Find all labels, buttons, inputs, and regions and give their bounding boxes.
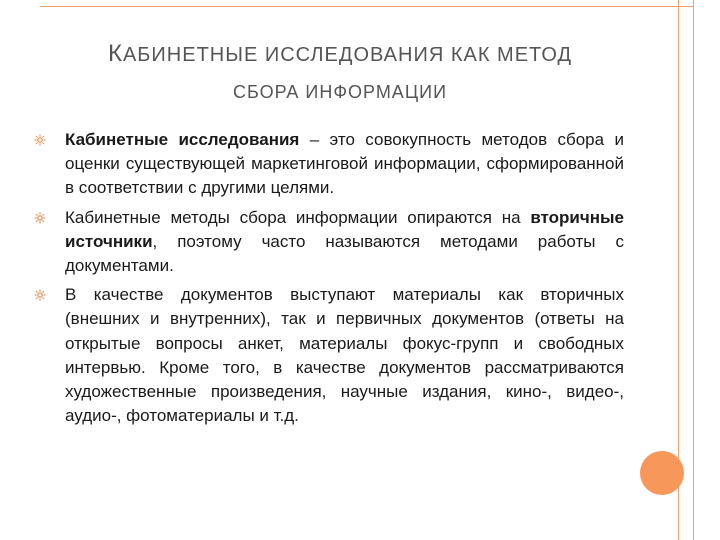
sunburst-bullet-icon — [34, 289, 46, 301]
bullet-rest: , поэтому часто называются методами работы с документами. — [65, 231, 624, 276]
bullet-text — [65, 206, 624, 279]
orange-circle-decoration — [640, 451, 684, 495]
list-item — [34, 283, 624, 428]
list-item — [34, 206, 624, 279]
frame-top-line — [40, 0, 694, 7]
title-line-1 — [60, 40, 620, 68]
title-line-1-rest: АБИНЕТНЫЕ ИССЛЕДОВАНИЯ КАК МЕТОД — [122, 44, 573, 66]
bullet-bold: Кабинетные исследования — [65, 130, 300, 149]
sunburst-bullet-icon — [34, 134, 46, 146]
frame-right-lines — [678, 0, 694, 540]
bullet-list — [34, 128, 624, 433]
title-initial: К — [107, 40, 123, 67]
bullet-text — [65, 128, 624, 201]
bullet-pre: Кабинетные методы сбора информации опираются на — [65, 207, 531, 227]
bullet-rest: – это совокупность методов сбора и оценки существующей маркетинговой информации, сформированной в соответствии с другими целями. — [65, 130, 624, 198]
bullet-text: В качестве документов выступают материалы как вторичных (внешних и внутренних), так и первичных документов (ответы на открытые вопросы анкет, материалы фокус-групп и свободных интервью. Кроме того, в качестве документов рассматриваются художественные произведения, научные издания, кино-, видео-, аудио-, фотоматериалы и т.д. — [65, 285, 624, 426]
title-line-2: СБОРА ИНФОРМАЦИИ — [232, 82, 448, 102]
sunburst-bullet-icon — [34, 212, 46, 224]
list-item — [34, 128, 624, 201]
bullet-bold: вторичные источники — [65, 207, 624, 251]
